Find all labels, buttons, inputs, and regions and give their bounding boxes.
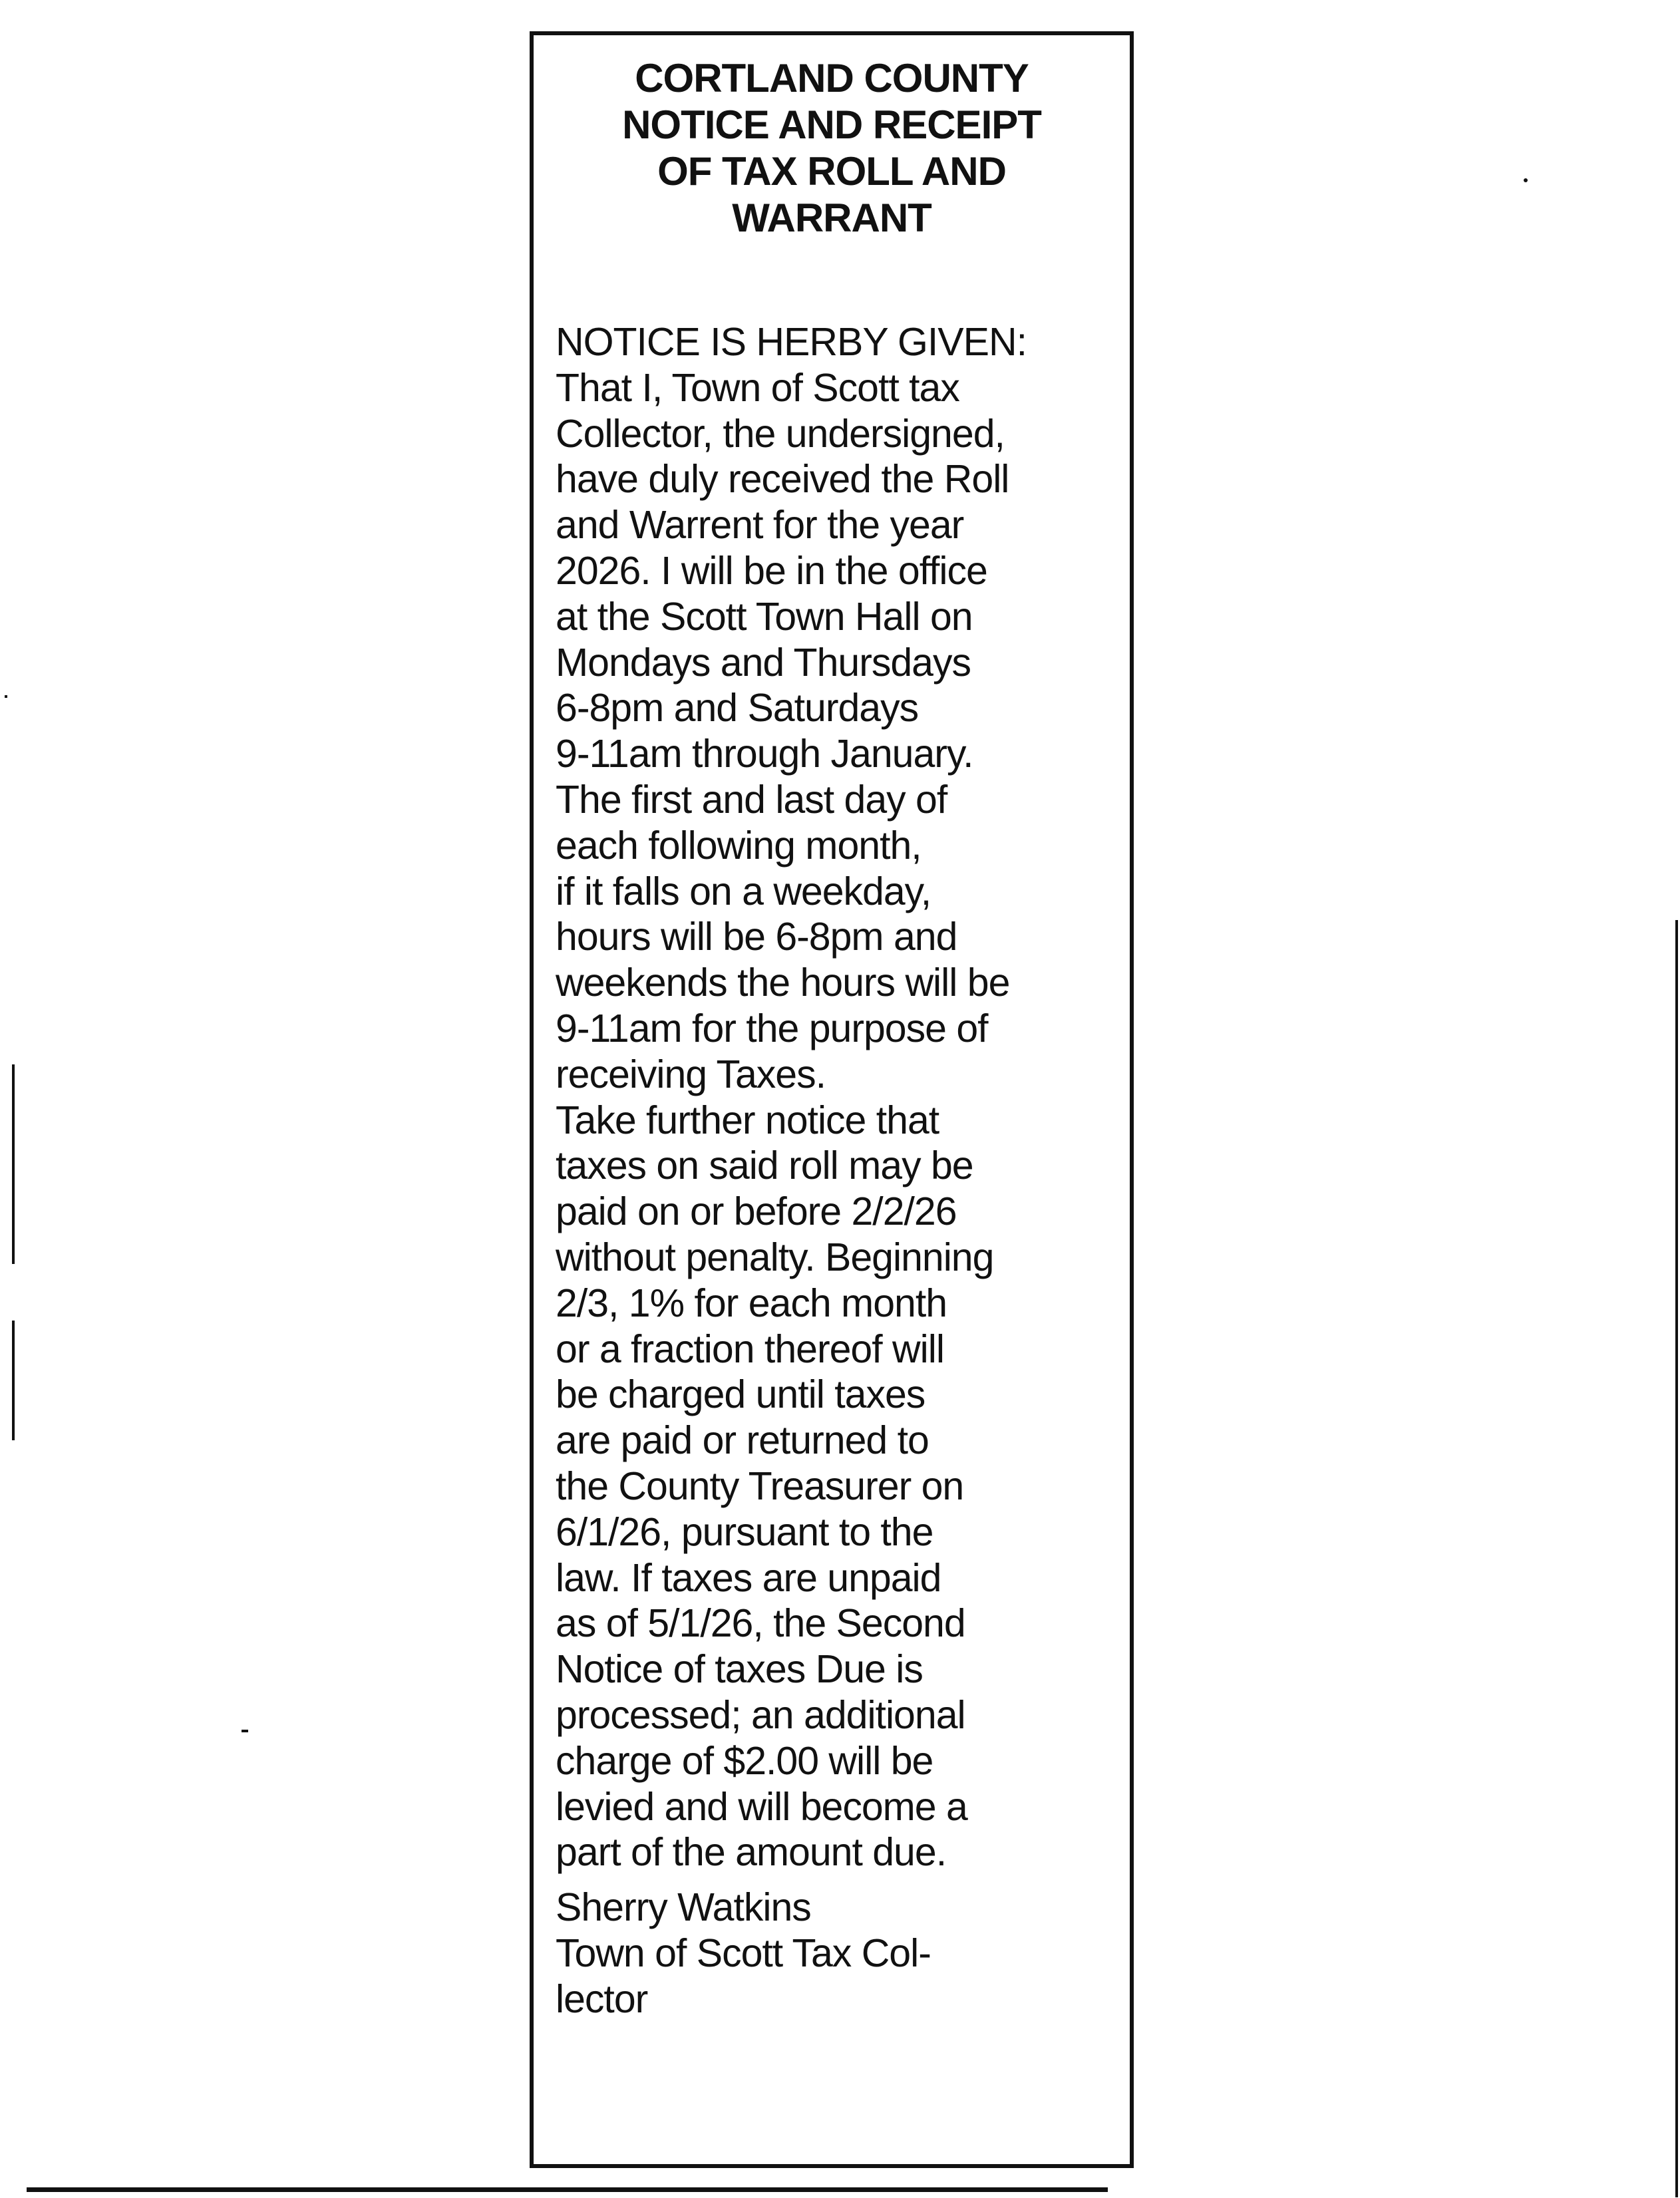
body-line: Notice of taxes Due is <box>556 1647 923 1692</box>
body-line: receiving Taxes. <box>556 1052 826 1096</box>
body-line: have duly received the Roll <box>556 457 1009 502</box>
body-line: Collector, the undersigned, <box>556 411 1005 456</box>
body-line: 2026. I will be in the office <box>556 548 987 593</box>
title-line: NOTICE AND RECEIPT <box>622 102 1041 147</box>
body-line: part of the amount due. <box>556 1830 947 1875</box>
body-line: hours will be 6-8pm and <box>556 915 957 959</box>
body-line: 9-11am through January. <box>556 732 973 776</box>
body-line: without penalty. Beginning <box>556 1235 994 1279</box>
body-line: Take further notice that <box>556 1098 939 1142</box>
body-line: processed; an additional <box>556 1692 965 1737</box>
body-line: That I, Town of Scott tax <box>556 365 959 410</box>
signature-title-line: lector <box>556 1976 648 2021</box>
notice-box <box>530 31 1134 2168</box>
signature-title-line: Town of Scott Tax Col- <box>556 1931 931 1975</box>
body-line: the County Treasurer on <box>556 1464 964 1508</box>
title-line: CORTLAND COUNTY <box>635 56 1029 100</box>
body-line: paid on or before 2/2/26 <box>556 1189 957 1234</box>
body-line: each following month, <box>556 823 922 867</box>
body-line: are paid or returned to <box>556 1418 929 1463</box>
body-line: or a fraction thereof will <box>556 1327 944 1371</box>
notice-title <box>534 55 1130 241</box>
signature-name: Sherry Watkins <box>556 1885 811 1929</box>
body-line: and Warrent for the year <box>556 503 964 548</box>
signature-block <box>556 1885 1128 2022</box>
body-line: taxes on said roll may be <box>556 1144 973 1188</box>
body-line: weekends the hours will be <box>556 961 1010 1005</box>
scan-edge-mark <box>12 1064 15 1264</box>
body-line: levied and will become a <box>556 1784 967 1829</box>
bottom-rule <box>27 2187 1108 2192</box>
body-line: as of 5/1/26, the Second <box>556 1601 965 1646</box>
scan-edge-mark <box>12 1321 15 1440</box>
body-line: The first and last day of <box>556 777 947 822</box>
body-line: 6-8pm and Saturdays <box>556 686 919 730</box>
body-line: law. If taxes are unpaid <box>556 1555 941 1600</box>
body-line: 2/3, 1% for each month <box>556 1281 947 1325</box>
body-line: be charged until taxes <box>556 1372 925 1417</box>
body-line: if it falls on a weekday, <box>556 869 931 913</box>
body-line: charge of $2.00 will be <box>556 1738 933 1783</box>
body-line: 9-11am for the purpose of <box>556 1006 988 1050</box>
scan-speck <box>242 1730 248 1732</box>
title-line: WARRANT <box>732 196 931 240</box>
scan-edge-mark <box>1675 920 1678 2197</box>
title-line: OF TAX ROLL AND <box>657 149 1006 194</box>
notice-body <box>556 319 1141 1875</box>
body-line: at the Scott Town Hall on <box>556 594 973 639</box>
body-line: Mondays and Thursdays <box>556 640 971 685</box>
scan-speck <box>5 695 7 698</box>
scan-speck <box>1524 178 1528 182</box>
body-line: 6/1/26, pursuant to the <box>556 1509 933 1554</box>
body-line: NOTICE IS HERBY GIVEN: <box>556 320 1027 364</box>
